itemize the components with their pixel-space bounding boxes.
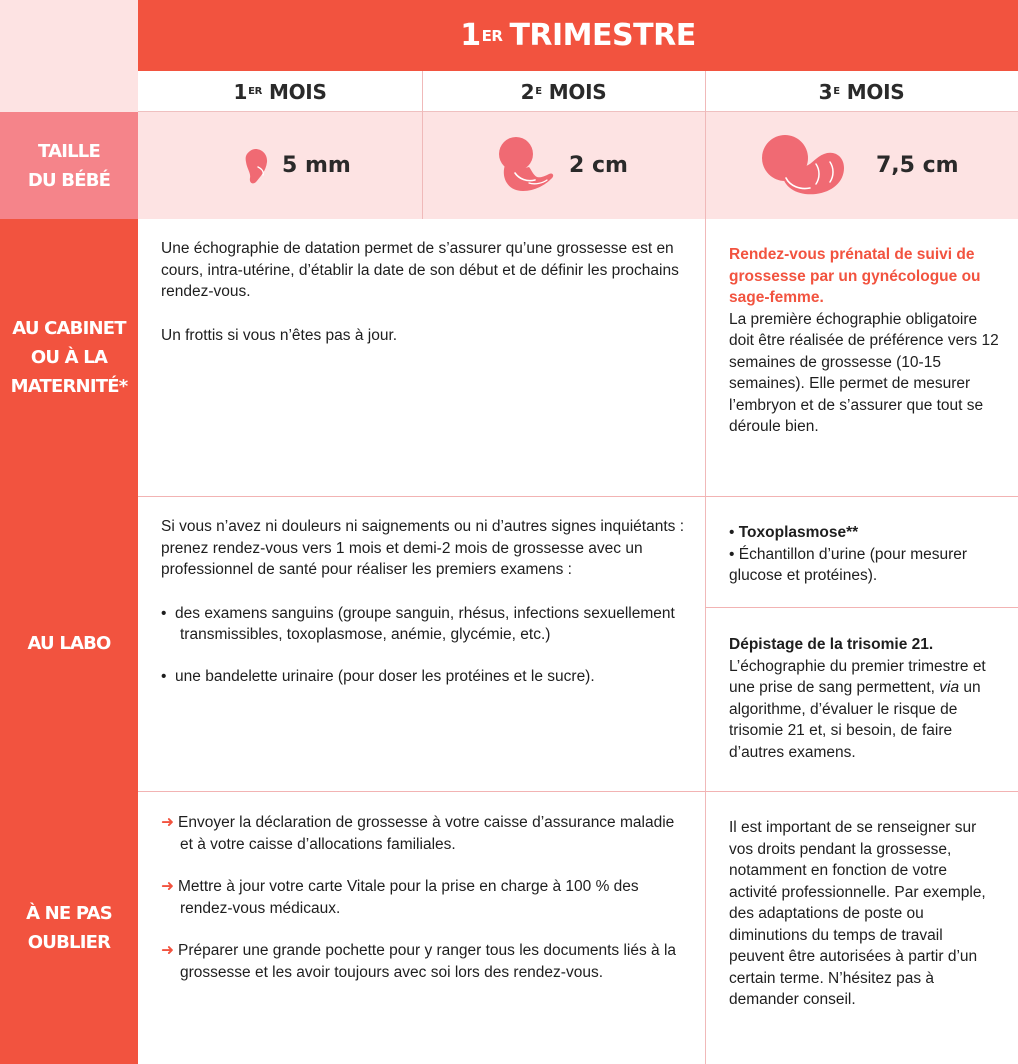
oublier-right-cell [729,817,999,1011]
oublier-left-cell [161,812,685,983]
row-label-oublier [0,791,138,1064]
labo-right-bullet: • Toxoplasmose** [729,524,859,541]
labo-right-body-part: un algorithme, d’évaluer le risque de trisomie 21 et, si besoin, de faire d’autres examens. [729,679,981,761]
cabinet-right-body: La première échographie obligatoire doit être réalisée de préférence vers 12 semaines de grossesse (10-15 semaines). Elle permet de mesurer l’embryon et de s’assurer que tout se déroule bien. [729,310,999,435]
arrow-right-icon: ➜ [161,814,174,831]
row-label-line: DU BÉBÉ [27,169,111,191]
oublier-item [161,876,685,919]
row-label-line: MATERNITÉ* [10,376,128,397]
labo-right-bullet: • Échantillon d’urine (pour mesurer glucose et protéines). [729,545,968,584]
oublier-item [161,940,685,983]
arrow-right-icon: ➜ [161,878,174,895]
oublier-item [161,812,685,855]
size-value: 5 mm [282,153,351,178]
trimester-number: 1 [460,18,481,53]
labo-right-bottom-cell [729,634,999,763]
size-value: 2 cm [569,153,628,178]
month-ordinal: E [833,86,840,97]
row-label-taille [0,112,138,219]
labo-left-bullet-text: une bandelette urinaire (pour doser les protéines et le sucre). [175,667,595,685]
arrow-right-icon: ➜ [161,942,174,959]
month-label: MOIS [846,79,905,104]
column-divider [422,71,423,219]
month-header-2 [422,71,705,112]
labo-left-bullet: • des examens sanguins (groupe sanguin, rhésus, infections sexuellement transmissibles, toxoplasmose, anémie, glycémie, etc.) [161,604,675,643]
size-cell-3 [760,112,959,219]
cell-divider [705,607,1018,608]
row-label-labo [0,496,138,791]
month-label: MOIS [269,79,327,104]
trimester-banner [138,0,1018,71]
row-label-cabinet [0,219,138,496]
row-label-line: TAILLE [38,140,100,162]
cabinet-right-cell [729,244,999,438]
embryo-icon [244,147,270,185]
month-number: 2 [520,79,535,104]
row-label-line: AU LABO [27,633,111,654]
month-header-1 [138,71,422,112]
month-label: MOIS [548,79,607,104]
labo-right-body-italic: via [939,679,960,696]
month-header-3 [705,71,1018,112]
trimester-label: TRIMESTRE [509,18,696,53]
month-ordinal: ER [248,86,262,97]
labo-right-top-cell [729,522,999,587]
row-divider [138,791,1018,792]
labo-right-body-part: L’échographie du premier trimestre et une prise de sang permettent, [729,657,986,696]
labo-left-bullet: • une bandelette urinaire (pour doser les protéines et le sucre). [161,667,595,685]
labo-right-title: Dépistage de la trisomie 21. [729,636,934,653]
size-cell-1 [244,112,351,219]
labo-right-body [729,656,999,764]
corner-cell [0,0,138,112]
embryo-icon [495,135,557,197]
oublier-item-text: Envoyer la déclaration de grossesse à votre caisse d’assurance maladie et à votre caisse d’allocations familiales. [178,814,675,853]
size-cell-2 [495,112,628,219]
cabinet-right-title: Rendez-vous prénatal de suivi de grossesse par un gynécologue ou sage-femme. [729,246,981,306]
cabinet-left-paragraph: Un frottis si vous n’êtes pas à jour. [161,326,398,344]
cabinet-left-paragraph: Une échographie de datation permet de s’assurer qu’une grossesse est en cours, intra-utérine, d’établir la date de son début et de définir les prochains rendez-vous. [161,240,679,300]
month-ordinal: E [535,86,542,97]
column-divider [705,71,706,1064]
row-divider [138,496,1018,497]
oublier-item-text: Préparer une grande pochette pour y ranger tous les documents liés à la grossesse et les avoir toujours avec soi lors des rendez-vous. [178,942,677,981]
labo-left-cell [161,516,685,687]
row-label-line: OU À LA [30,347,108,368]
month-number: 1 [233,79,248,104]
labo-left-bullet-text: des examens sanguins (groupe sanguin, rhésus, infections sexuellement transmissibles, toxoplasmose, anémie, glycémie, etc.) [175,604,675,643]
labo-right-bullet-text: Échantillon d’urine (pour mesurer glucose et protéines). [729,545,968,584]
oublier-item-text: Mettre à jour votre carte Vitale pour la prise en charge à 100 % des rendez-vous médicaux. [178,878,639,917]
cabinet-left-cell [161,238,685,346]
labo-right-bullet-text: Toxoplasmose** [738,524,859,541]
month-number: 3 [818,79,833,104]
oublier-right-body: Il est important de se renseigner sur vos droits pendant la grossesse, notamment en fonction de votre activité professionnelle. Par exemple, des adaptations de poste ou diminutions du temps de travail peuvent être autorisées à partir d’un certain terme. N’hésitez pas à demander conseil. [729,819,986,1008]
size-value: 7,5 cm [876,153,959,178]
trimester-ordinal: ER [481,26,503,45]
row-label-line: OUBLIER [27,931,111,953]
fetus-icon [760,134,846,198]
labo-left-intro: Si vous n’avez ni douleurs ni saignements ou ni d’autres signes inquiétants : prenez rendez-vous vers 1 mois et demi-2 mois de grossesse avec un professionnel de santé pour réaliser les premiers examens : [161,518,685,578]
row-label-line: AU CABINET [12,318,126,339]
row-label-line: À NE PAS [26,902,112,924]
